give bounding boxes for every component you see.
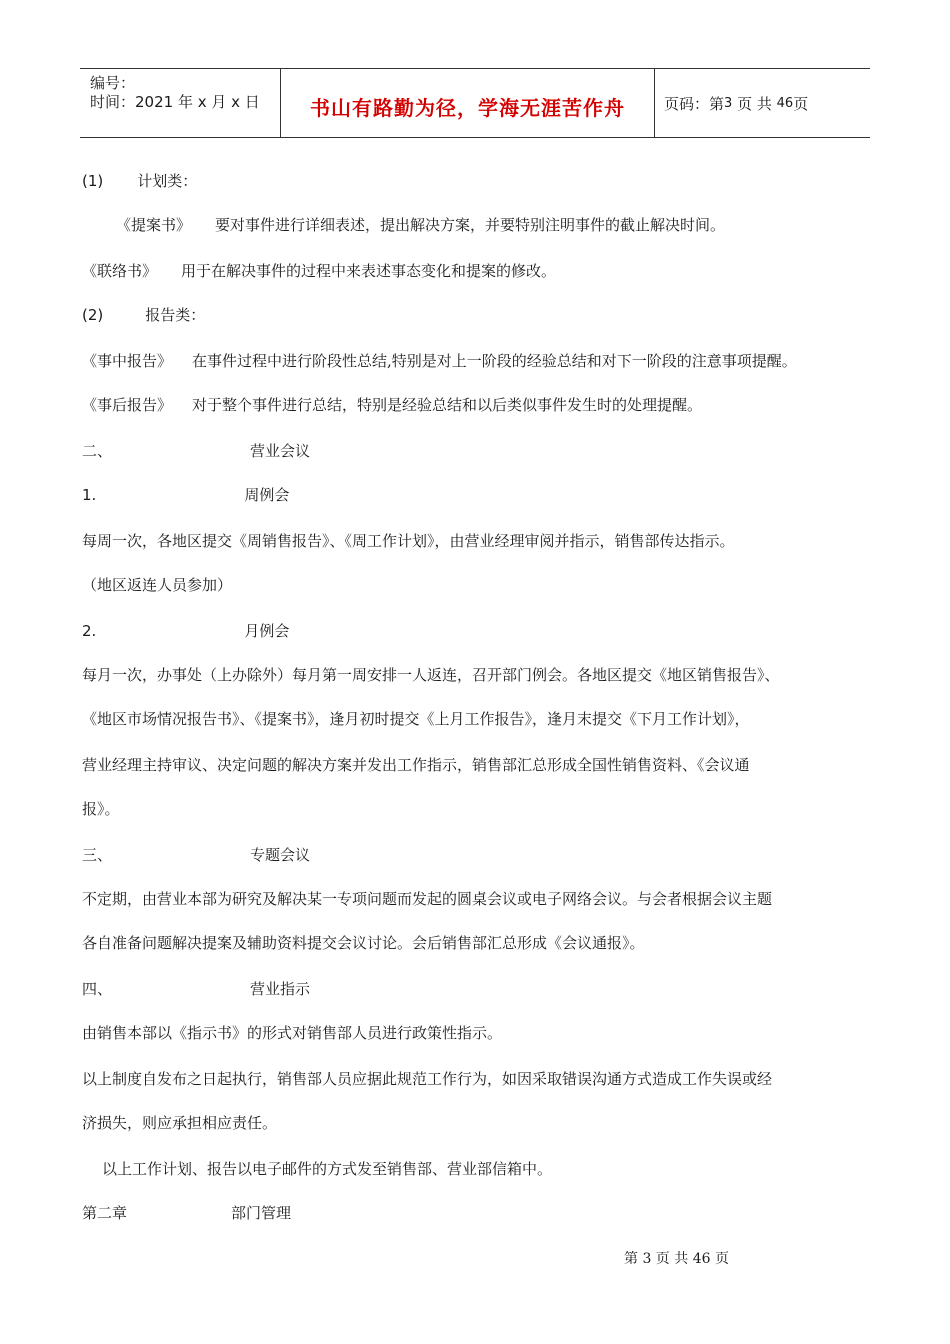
paragraph-liaison: 《联络书》 用于在解决事件的过程中来表述事态变化和提案的修改。 [82,262,557,280]
page-footer: 第 3 页 共 46 页 [624,1251,729,1267]
paragraph-weekly-2: （地区返连人员参加） [82,576,233,594]
paragraph-special-1: 不定期，由营业本部为研究及解决某一专项问题而发起的圆桌会议或电子网络会议。与会者根据会议主题 [82,890,773,908]
section-heading-business-meeting: 二、 营业会议 [82,442,311,460]
paragraph-monthly-2: 《地区市场情况报告书》、《提案书》，逢月初时提交《上月工作报告》，逢月末提交《下月工作计划》， [82,710,750,728]
header-motto-cell [280,69,655,137]
header-page-number [654,69,880,137]
paragraph-monthly-1: 每月一次，办事处（上办除外）每月第一周安排一人返连，召开部门例会。各地区提交《地区销售报告》、 [82,666,780,684]
heading-report-category: (2) 报告类： [82,306,206,324]
section-heading-special-meeting: 三、 专题会议 [82,846,311,864]
paragraph-email-note: 以上工作计划、报告以电子邮件的方式发至销售部、营业部信箱中。 [102,1160,553,1178]
page-mid: 页 共 [737,94,772,113]
page-prefix: 页码：第 [664,94,725,113]
page-current: 3 [724,95,733,111]
section-heading-business-instruction: 四、 营业指示 [82,980,311,998]
paragraph-monthly-3: 营业经理主持审议、决定问题的解决方案并发出工作指示，销售部汇总形成全国性销售资料、《会议通 [82,756,750,774]
paragraph-policy-2: 济损失，则应承担相应责任。 [82,1114,278,1132]
page-header [80,68,870,138]
paragraph-policy-1: 以上制度自发布之日起执行，销售部人员应据此规范工作行为，如因采取错误沟通方式造成工作失误或经 [82,1070,773,1088]
paragraph-proposal: 《提案书》 要对事件进行详细表述，提出解决方案，并要特别注明事件的截止解决时间。 [116,216,726,234]
header-meta [80,69,280,137]
page-total: 46 [776,95,794,111]
document-code-label: 编号： [90,74,136,92]
subheading-weekly-meeting: 1. 周例会 [82,486,290,504]
paragraph-final-report: 《事后报告》 对于整个事件进行总结，特别是经验总结和以后类似事件发生时的处理提醒。 [82,396,703,414]
subheading-monthly-meeting: 2. 月例会 [82,622,290,640]
chapter-heading-department: 第二章 部门管理 [82,1204,292,1222]
header-motto: 书山有路勤为径，学海无涯苦作舟 [310,95,625,120]
document-date: 时间：2021 年 x 月 x 日 [90,93,260,111]
paragraph-instruction: 由销售本部以《指示书》的形式对销售部人员进行政策性指示。 [82,1024,503,1042]
heading-plan-category: (1) 计划类： [82,172,198,190]
paragraph-interim-report: 《事中报告》 在事件过程中进行阶段性总结,特别是对上一阶段的经验总结和对下一阶段的注意事项提醒。 [82,352,797,370]
paragraph-special-2: 各自准备问题解决提案及辅助资料提交会议讨论。会后销售部汇总形成《会议通报》。 [82,934,645,952]
paragraph-monthly-4: 报》。 [82,800,120,818]
page-suffix: 页 [793,94,809,113]
paragraph-weekly-1: 每周一次，各地区提交《周销售报告》、《周工作计划》，由营业经理审阅并指示，销售部传达指示。 [82,532,735,550]
